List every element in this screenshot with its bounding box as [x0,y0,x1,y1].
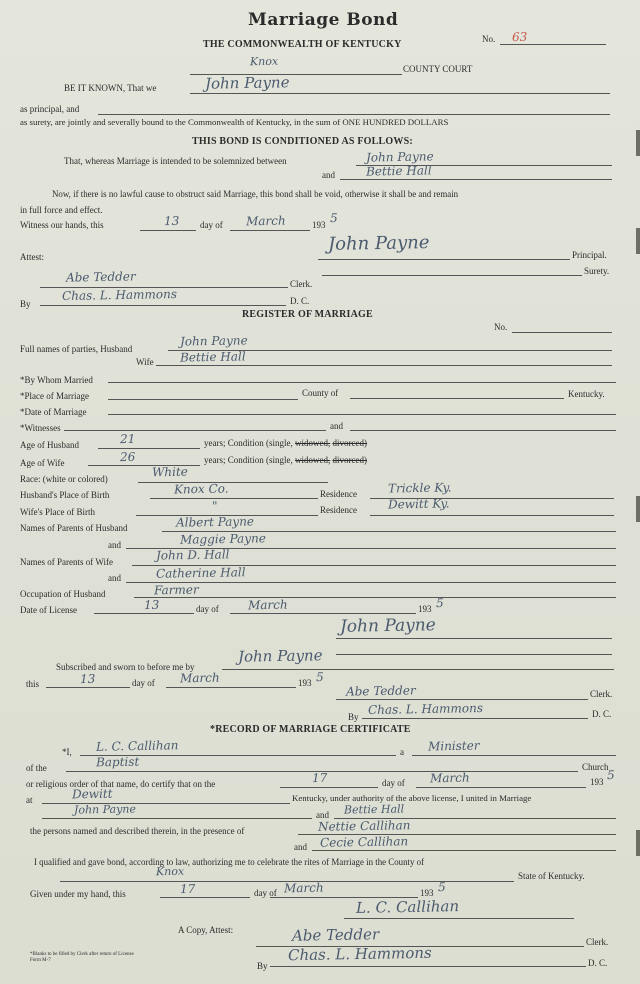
commonwealth-heading: THE COMMONWEALTH OF KENTUCKY [203,39,402,50]
kentucky-label: Kentucky. [568,389,605,399]
bond-dc-signature: Chas. L. Hammons [61,286,178,304]
church-name: Baptist [95,754,140,770]
sub-day-line [46,687,130,688]
place-line [108,399,298,400]
county-of-label: County of [302,388,339,398]
register-dc-signature: Chas. L. Hammons [367,700,484,718]
binder-tab [636,228,640,254]
full-force-text: in full force and effect. [20,205,103,215]
bond-dc-line [40,305,286,306]
wife-residence-line [370,515,614,516]
bond-clerk-signature: Abe Tedder [65,269,136,285]
wife-name: Bettie Hall [179,349,246,365]
kentucky-authority-text: Kentucky, under authority of the above license, I united in Marriage [292,793,532,803]
license-day-line [94,613,194,614]
race-line [138,482,328,483]
document-title: Marriage Bond [248,10,399,30]
place-label: *Place of Marriage [20,391,89,401]
wife-birth: " [211,498,218,514]
bond-month: March [245,213,286,229]
sub-month-line [166,687,296,688]
parents-husband-and: and [108,540,121,550]
footnote-line-2: Form M-7 [30,958,51,963]
register-clerk-label: Clerk. [590,689,613,699]
age-husband-line [98,448,200,449]
county-of-line [350,398,564,399]
minister-title-line [412,755,616,756]
attest-label: Attest: [20,252,44,262]
age-husband-label: Age of Husband [20,440,79,450]
occupation-line [134,597,616,598]
bond-clerk-label: Clerk. [290,279,313,289]
parent-wife-2-line [126,582,616,583]
parent-husband-1: Albert Payne [175,514,255,530]
principal-signature: John Payne [327,232,430,255]
sub-day-of: day of [132,678,155,688]
cert-dc-label: D. C. [588,958,608,968]
as-principal: as principal, and [20,104,80,114]
subscribed-name: John Payne [237,646,323,666]
register-heading: REGISTER OF MARRIAGE [242,309,373,320]
cert-month-line [416,787,586,788]
bond-by-label: By [20,299,31,309]
by-whom-label: *By Whom Married [20,375,93,385]
license-label: Date of License [20,605,77,615]
state-label: State of Kentucky. [518,871,585,881]
party-two-name: Bettie Hall [365,163,432,179]
binder-tab [636,496,640,522]
cert-month: March [429,770,470,786]
cert-dc-line [270,966,586,967]
cert-day-line [280,787,378,788]
parent-wife-2: Catherine Hall [155,565,246,581]
witness-text: Witness our hands, this [20,220,104,230]
religious-order-text: or religious order of that name, do certify that on the [26,779,216,789]
witnesses-line [64,430,326,431]
cert-county: Knox [155,864,185,879]
license-month: March [247,597,288,613]
surety-label: Surety. [584,266,610,276]
bond-month-line [230,230,310,231]
husband-residence-label: Residence [320,489,357,499]
cert-and-label: and [316,810,329,820]
sub-year-prefix: 193 [298,678,312,688]
wife-birth-label: Wife's Place of Birth [20,507,95,517]
register-clerk-line [336,699,588,700]
register-clerk-signature: Abe Tedder [345,683,416,699]
principal-label: Principal. [572,250,607,260]
cert-dc-signature: Chas. L. Hammons [287,943,432,965]
subscribed-line [222,669,614,670]
cert-day-of: day of [382,778,405,788]
by-whom-line [108,382,616,383]
cert-clerk-signature: Abe Tedder [291,925,380,945]
husband-birth: Knox Co. [173,481,229,497]
bond-year-prefix: 193 [312,220,326,230]
principal-signature-line [318,259,570,260]
certificate-heading: *RECORD OF MARRIAGE CERTIFICATE [210,724,411,735]
binder-tab [636,130,640,156]
principal-name: John Payne [204,73,290,93]
license-day: 13 [143,597,160,613]
register-dc-line [362,718,588,719]
parents-husband-label: Names of Parents of Husband [20,523,128,533]
license-month-line [230,613,416,614]
wife-residence-label: Residence [320,505,357,515]
parent-husband-2: Maggie Payne [179,531,266,547]
register-signature-line [336,638,612,639]
whereas-text: That, whereas Marriage is intended to be solemnized between [64,156,287,166]
binder-tab [636,830,640,856]
cert-and2-label: and [294,842,307,852]
occupation-label: Occupation of Husband [20,589,106,599]
race-value: White [151,464,188,480]
bond-number-line [500,44,606,45]
husband-residence: Trickle Ky. [387,480,452,496]
bond-dc-label: D. C. [290,296,310,306]
given-day-line [160,897,250,898]
wife-residence: Dewitt Ky. [387,496,450,512]
widowed-struck: widowed, [295,438,331,448]
given-year-prefix: 193 [420,888,434,898]
minister-signature-line [344,918,574,919]
subscribed-text: Subscribed and sworn to before me by [56,662,195,672]
church-label: Church [582,762,609,772]
divorced-struck: divorced) [332,438,367,448]
copy-attest-label: A Copy, Attest: [178,925,234,935]
cert-of-the: of the [26,763,47,773]
bond-year-suffix: 5 [329,210,338,226]
witnesses-and: and [330,421,343,431]
now-if-text: Now, if there is no lawful cause to obstruct said Marriage, this bond shall be void, otherwise it shall be and remain [52,189,459,199]
age-wife-label: Age of Wife [20,458,65,468]
cert-i-label: *I, [62,747,72,757]
witnesses-line-2 [350,430,616,431]
full-names-label: Full names of parties, Husband [20,344,133,354]
age-husband: 21 [119,431,136,447]
bond-day: 13 [163,213,180,229]
cert-by-label: By [257,961,268,971]
cert-year-suffix: 5 [606,767,615,783]
county-court-label: COUNTY COURT [403,64,473,74]
party-one-name: John Payne [365,149,434,165]
husband-name: John Payne [179,333,248,349]
given-year-suffix: 5 [437,879,446,895]
and-label: and [322,170,335,180]
cert-at-label: at [26,795,33,805]
bond-day-of: day of [200,220,223,230]
register-dc-label: D. C. [592,709,612,719]
years-condition-text-wife: years; Condition (single, [204,455,293,465]
party-two-line [340,179,612,180]
minister-name: L. C. Callihan [95,738,179,754]
given-month: March [283,880,324,896]
given-day: 17 [179,881,196,897]
register-no-line [512,332,612,333]
years-husband [204,438,367,449]
cert-year-prefix: 193 [590,777,604,787]
sub-year-suffix: 5 [315,669,324,685]
conditioned-heading: THIS BOND IS CONDITIONED AS FOLLOWS: [192,136,413,147]
witness-two: Cecie Callihan [319,834,409,850]
cert-person-two: Bettie Hall [343,802,405,817]
register-signature: John Payne [339,615,436,637]
witness-one: Nettie Callihan [317,818,411,834]
years-wife [204,455,367,466]
register-signature-line-2 [336,654,612,655]
minister-signature: L. C. Callihan [355,897,460,917]
surety-signature-line [322,275,582,276]
parents-wife-and: and [108,573,121,583]
sub-day: 13 [79,671,96,687]
sub-month: March [179,670,220,686]
parents-wife-label: Names of Parents of Wife [20,557,113,567]
register-no-label: No. [494,322,508,332]
minister-title: Minister [427,738,480,754]
age-wife: 26 [119,449,136,465]
license-year-suffix: 5 [435,595,444,611]
bond-day-line [140,230,196,231]
principal-line [190,93,610,94]
husband-birth-label: Husband's Place of Birth [20,490,110,500]
given-under-text: Given under my hand, this [30,889,126,899]
race-label: Race: (white or colored) [20,474,108,484]
cert-place: Dewitt [71,786,113,802]
surety-line [98,114,610,115]
witnesses-label: *Witnesses [20,423,61,433]
sub-this-label: this [26,679,40,689]
witness-two-line [312,850,616,851]
date-marriage-label: *Date of Marriage [20,407,87,417]
occupation-value: Farmer [153,582,199,598]
as-surety-text: as surety, are jointly and severally bound to the Commonwealth of Kentucky, in the sum of ONE HUNDRED DOLLARS [20,117,449,127]
husband-birth-line [150,498,318,499]
widowed-struck-wife: widowed, [295,455,331,465]
register-by-label: By [348,712,359,722]
cert-day: 17 [311,770,328,786]
date-marriage-line [108,414,616,415]
divorced-struck-wife: divorced) [332,455,367,465]
cert-person-one-line [42,818,312,819]
cert-a-label: a [400,747,404,757]
cert-clerk-label: Clerk. [586,937,609,947]
wife-name-line [156,365,612,366]
license-day-of: day of [196,604,219,614]
county-value: Knox [249,54,279,69]
footnote-line-1: *Blanks to be filled by Clerk after return of License [30,952,134,957]
years-condition-text: years; Condition (single, [204,438,293,448]
persons-named-text: the persons named and described therein, in the presence of [30,826,245,836]
qualified-text: I qualified and gave bond, according to law, authorizing me to celebrate the rites of Marriage in the County of [34,857,425,867]
bond-number-label: No. [482,34,496,44]
license-year-prefix: 193 [418,604,432,614]
wife-label: Wife [136,357,154,367]
parent-wife-1: John D. Hall [155,547,230,563]
given-day-of: day of [254,888,277,898]
cert-person-one: John Payne [73,802,137,817]
be-it-known: BE IT KNOWN, That we [64,83,157,93]
bond-number: 63 [511,29,528,45]
